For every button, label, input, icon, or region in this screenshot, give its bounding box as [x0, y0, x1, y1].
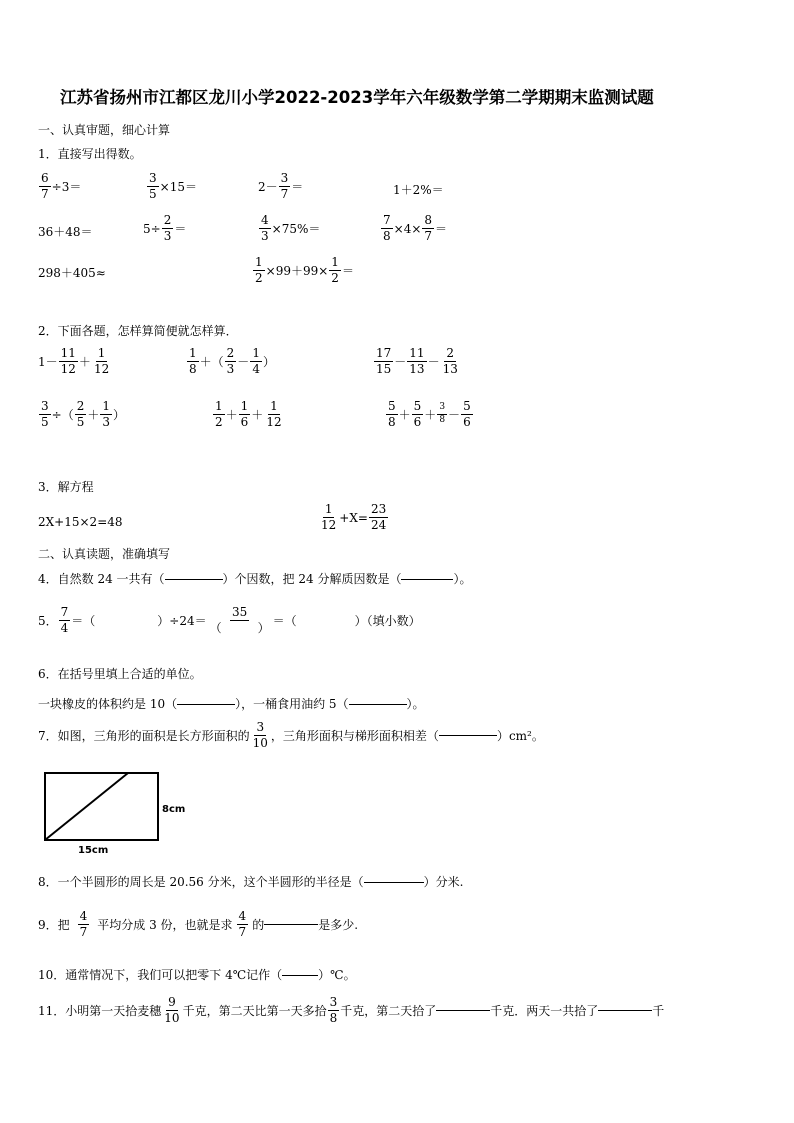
- q11: 11．小明第一天拾麦穗 $\frac{9}{10}$ 千克，第二天比第一天多拾 $\frac{3}{8}$ 千克，第二天拾了 千克．两天一共拾了 千: [38, 995, 665, 1026]
- q8-blank[interactable]: [364, 882, 424, 883]
- height-label: 8cm: [162, 804, 186, 815]
- q4-blank-1[interactable]: [165, 579, 223, 580]
- q7: 7．如图，三角形的面积是长方形面积的 $\frac{3}{10}$ ，三角形面积与梯形面积相差（ ）cm²。: [38, 720, 544, 751]
- q9: 9．把 $\frac{4}{7}$ 平均分成 3 份，也就是求 $\frac{4}{7}$ 的 是多少.: [38, 909, 359, 940]
- q1-item-5: 36＋48＝: [38, 225, 93, 239]
- q1-item-1: $\frac{6}{7}$ ÷3＝: [41, 171, 82, 202]
- rectangle-figure: [44, 772, 164, 842]
- q1-item-8: $\frac{7}{8}$ ×4× $\frac{8}{7}$ ＝: [383, 213, 448, 244]
- q2-label: 2．下面各题，怎样算简便就怎样算．: [38, 324, 238, 338]
- section-2-heading: 二、认真读题，准确填写: [38, 547, 171, 561]
- width-label: 15cm: [78, 845, 109, 856]
- q2-expr-5: $\frac{1}{2}$ ＋ $\frac{1}{6}$ ＋ $\frac{1}{12}$: [215, 399, 282, 430]
- q1-item-9: 298＋405≈: [38, 266, 106, 280]
- q1-item-6: 5÷ $\frac{2}{3}$ ＝: [143, 213, 187, 244]
- q6-blank-2[interactable]: [349, 704, 407, 705]
- q6-label: 6．在括号里填上合适的单位。: [38, 667, 202, 681]
- q10: 10．通常情况下，我们可以把零下 4℃记作（ ）℃。: [38, 968, 356, 982]
- q2-expr-3: $\frac{17}{15}$ － $\frac{11}{13}$ － $\frac{2}{13}$: [376, 346, 458, 377]
- q1-item-4: 1＋2%＝: [393, 183, 444, 197]
- q6-blank-1[interactable]: [177, 704, 235, 705]
- q11-blank-1[interactable]: [436, 1010, 490, 1011]
- q8: 8．一个半圆形的周长是 20.56 分米，这个半圆形的半径是（ ）分米.: [38, 875, 464, 889]
- q5: 5． $\frac{7}{4}$ ＝（ ）÷24＝ $\frac{35}{( )}$ ＝（ ）（填小数）: [38, 605, 421, 636]
- q1-item-7: $\frac{4}{3}$ ×75%＝: [261, 213, 321, 244]
- q10-blank[interactable]: [282, 975, 318, 976]
- q7-blank[interactable]: [439, 735, 497, 736]
- q1-label: 1．直接写出得数。: [38, 147, 142, 161]
- q4: 4．自然数 24 一共有（ ）个因数，把 24 分解质因数是（ ）。: [38, 572, 472, 586]
- q1-item-3: 2－ $\frac{3}{7}$ ＝: [258, 171, 304, 202]
- q2-expr-6: $\frac{5}{8}$ ＋ $\frac{5}{6}$ ＋ $\frac{3}{8}$ － $\frac{5}{6}$: [388, 399, 471, 430]
- q9-blank[interactable]: [264, 924, 318, 925]
- section-1-heading: 一、认真审题，细心计算: [38, 123, 171, 137]
- page-title: 江苏省扬州市江都区龙川小学2022-2023学年六年级数学第二学期期末监测试题: [60, 88, 654, 107]
- q2-expr-2: $\frac{1}{8}$ ＋（ $\frac{2}{3}$ － $\frac{1}{4}$ ）: [189, 346, 275, 377]
- q3-label: 3．解方程: [38, 480, 94, 494]
- q6-line: 一块橡皮的体积约是 10（ ），一桶食用油约 5（ ）。: [38, 697, 425, 711]
- q1-item-2: $\frac{3}{5}$ ×15＝: [149, 171, 197, 202]
- q11-blank-2[interactable]: [598, 1010, 652, 1011]
- q2-expr-4: $\frac{3}{5}$ ÷（ $\frac{2}{5}$ ＋ $\frac{1}{3}$ ）: [41, 399, 126, 430]
- q4-blank-2[interactable]: [401, 579, 453, 580]
- q3-equation-2: $\frac{1}{12}$ +X= $\frac{23}{24}$: [321, 502, 387, 533]
- q3-equation-1: 2X+15×2=48: [38, 515, 123, 529]
- q1-item-10: $\frac{1}{2}$ ×99＋99× $\frac{1}{2}$ ＝: [255, 255, 354, 286]
- q2-expr-1: 1－ $\frac{11}{12}$ ＋ $\frac{1}{12}$: [38, 346, 110, 377]
